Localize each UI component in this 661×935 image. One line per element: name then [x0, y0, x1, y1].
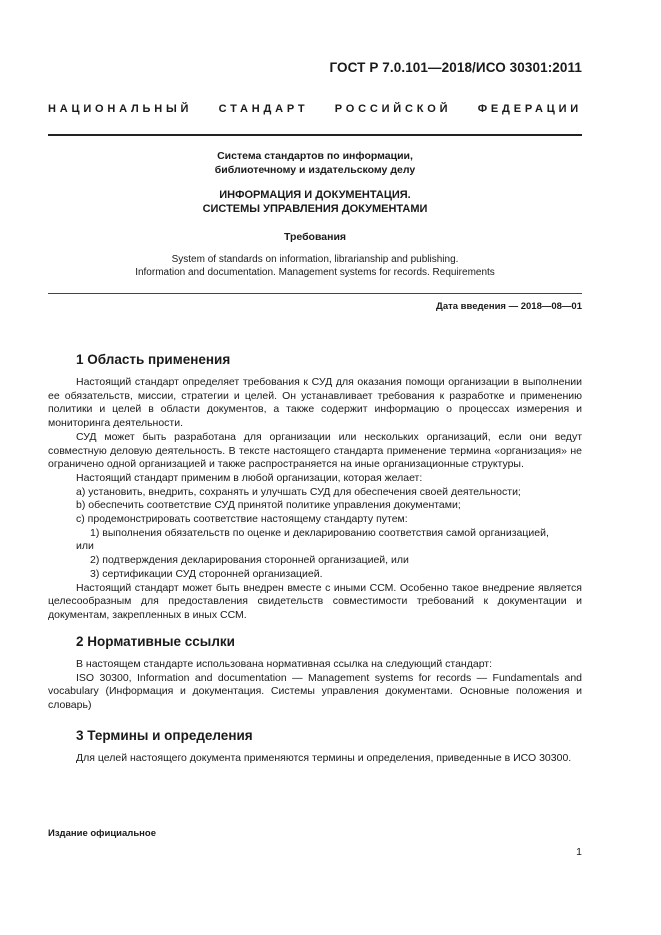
- section-body-normative-references: [48, 658, 582, 713]
- list-item: a) установить, внедрить, сохранять и улучшать СУД для обеспечения своей деятельности;: [76, 485, 521, 498]
- title-line: СИСТЕМЫ УПРАВЛЕНИЯ ДОКУМЕНТАМИ: [202, 203, 428, 215]
- section-heading-scope: 1 Область применения: [76, 352, 231, 367]
- series-line: библиотечному и издательскому делу: [214, 164, 416, 176]
- series-line: Система стандартов по информации,: [217, 150, 413, 162]
- section-heading-terms: 3 Термины и определения: [76, 728, 253, 743]
- sub-list-item: 3) сертификации СУД сторонней организацией.: [90, 567, 323, 580]
- document-code: ГОСТ Р 7.0.101—2018/ИСО 30301:2011: [329, 60, 582, 75]
- title-line: ИНФОРМАЦИЯ И ДОКУМЕНТАЦИЯ.: [219, 189, 411, 201]
- title-rule: [48, 293, 582, 294]
- english-title-line: Information and documentation. Management systems for records. Requirements: [135, 267, 495, 278]
- paragraph: ISO 30300, Information and documentation — Management systems for records — Fundamentals and vocabulary (Информация и документация. Системы управления документами. Основные положения и словарь): [48, 671, 582, 712]
- list-item: b) обеспечить соответствие СУД принятой политике управления документами;: [76, 499, 461, 512]
- paragraph: СУД может быть разработана для организации или нескольких организаций, если они ведут совместную деловую деятельность. В тексте настоящего стандарта применение термина «организация» не ограничено одной организацией и также распространяется на иные организационные структуры.: [48, 430, 582, 471]
- page-number: 1: [576, 846, 582, 858]
- document-subtitle: Требования: [283, 231, 347, 243]
- paragraph: Для целей настоящего документа применяются термины и определения, приведенные в ИСО 30300.: [76, 752, 572, 764]
- official-edition-note: Издание официальное: [48, 828, 156, 839]
- paragraph: Настоящий стандарт может быть внедрен вместе с иными ССМ. Особенно такое внедрение является целесообразным для предоставления свидетельств совместимости требований к документации и документам, закрепленных в иных ССМ.: [48, 581, 582, 621]
- section-heading-normative-references: 2 Нормативные ссылки: [76, 634, 235, 649]
- english-title: [48, 253, 582, 279]
- sub-list-item: 1) выполнения обязательств по оценке и декларированию соответствия самой организацией,: [90, 526, 549, 539]
- english-title-line: System of standards on information, librarianship and publishing.: [171, 254, 459, 265]
- section-body-terms: [48, 752, 582, 766]
- document-title: [48, 188, 582, 216]
- paragraph: Настоящий стандарт определяет требования к СУД для оказания помощи организации в выполнении ее обязательств, миссии, стратегии и целей. Он устанавливает требования к разработке и применению политики и целей в области документов, а также содержит информацию о процессах измерения и мониторинга деятельности.: [48, 376, 582, 430]
- national-standard-title: НАЦИОНАЛЬНЫЙ СТАНДАРТ РОССИЙСКОЙ ФЕДЕРАЦИИ: [48, 103, 582, 115]
- header-rule: [48, 134, 582, 136]
- list-connector: или: [76, 540, 94, 553]
- introduction-date: Дата введения — 2018—08—01: [436, 301, 582, 312]
- paragraph: В настоящем стандарте использована нормативная ссылка на следующий стандарт:: [76, 658, 493, 670]
- sub-list-item: 2) подтверждения декларирования сторонней организацией, или: [90, 554, 409, 567]
- standards-series: [48, 149, 582, 177]
- paragraph: Настоящий стандарт применим в любой организации, которая желает:: [76, 471, 423, 484]
- section-body-scope: [48, 376, 582, 623]
- list-item: c) продемонстрировать соответствие настоящему стандарту путем:: [76, 513, 408, 526]
